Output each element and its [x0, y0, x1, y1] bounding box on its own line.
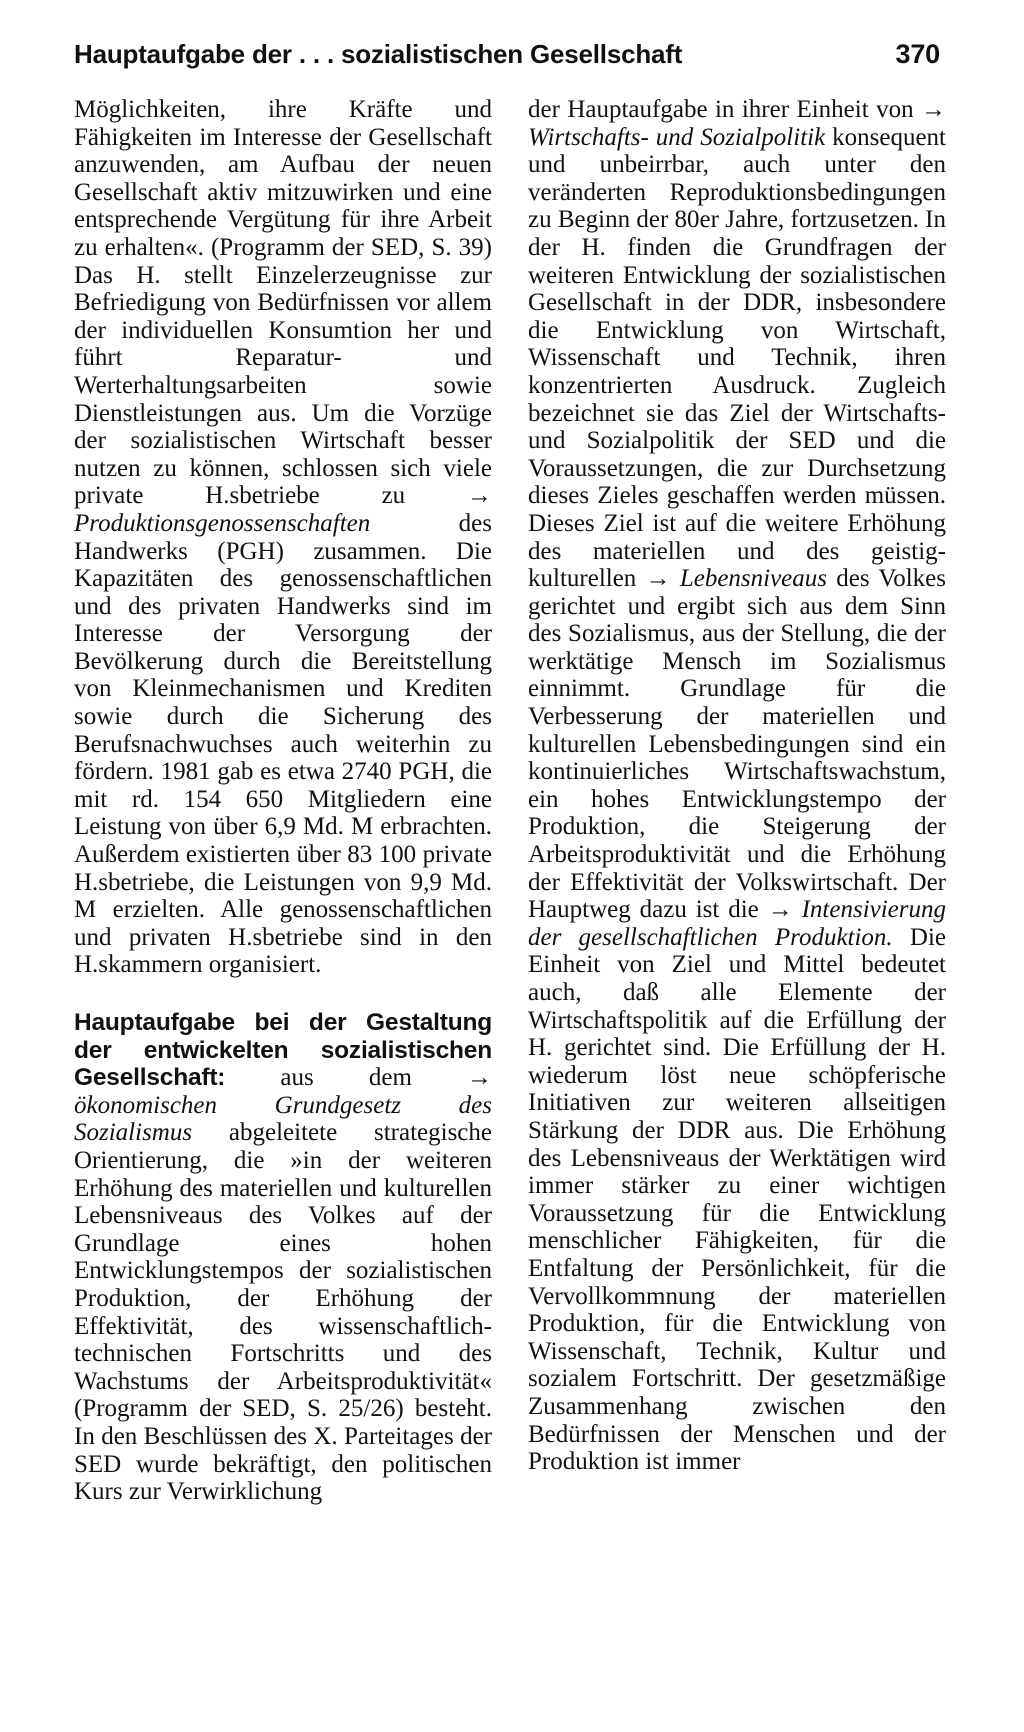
- body-text: der Hauptaufgabe in ihrer Einheit von: [528, 96, 914, 123]
- body-text: des Volkes gerichtet und ergibt sich aus dem Sinn des Sozialismus, aus der Stellung, die der werktätige Mensch im Sozialismus einnimmt. Grundlage für die Verbesserung der materiellen und kulturellen Lebensbedingungen sind ein kontinuierliches Wirtschaftswachstum, ein hohes Entwicklungstempo der Produktion, die Steigerung der Arbeitsproduktivität und die Erhöhung der Effektivität der Volkswirtschaft. Der Hauptweg dazu ist die: [528, 565, 946, 924]
- cross-reference: → ökonomischen Grundgesetz des Sozialismus: [74, 1064, 493, 1147]
- right-column: [528, 96, 946, 1476]
- entry-heading: Hauptaufgabe bei der Gestaltung der entwickelten sozialistischen Gesellschaft:: [74, 1009, 492, 1092]
- entry-paragraph: [74, 1009, 492, 1506]
- body-text: abgeleitete strategische Orientierung, die »in der weiteren Erhöhung des materiellen und kulturellen Lebensniveaus des Volkes auf der Grundlage eines hohen Entwicklungstempos der sozialistischen Produktion, der Erhöhung der Effektivität, des wissenschaftlich-technischen Fortschritts und des Wachstums der Arbeitsproduktivität« (Programm der SED, S. 25/26) besteht. In den Beschlüssen des X. Parteitages der SED wurde bekräftigt, den politischen Kurs zur Verwirklichung: [74, 1119, 492, 1506]
- body-text: konsequent und unbeirrbar, auch unter den veränderten Reproduktionsbedingungen zu Beginn der 80er Jahre, fortzusetzen. In der H. finden die Grundfragen der weiteren Entwicklung der sozialistischen Gesellschaft in der DDR, insbesondere die Entwicklung von Wirtschaft, Wissenschaft und Technik, ihren konzentrierten Ausdruck. Zugleich bezeichnet sie das Ziel der Wirtschafts- und Sozialpolitik der SED und die Voraussetzungen, die zur Durchsetzung dieses Zieles geschaffen werden müssen. Dieses Ziel ist auf die weitere Erhöhung des materiellen und des geistig-kulturellen: [528, 123, 947, 593]
- cross-reference: → Lebensniveaus: [645, 565, 828, 593]
- body-text: Die Einheit von Ziel und Mittel bedeutet auch, daß alle Elemente der Wirtschaftspolitik auf die Erfüllung der H. gerichtet sind. Die Erfüllung der H. wiederum löst neue schöpferische Initiativen zur weiteren allseitigen Stärkung der DDR aus. Die Erhöhung des Lebensniveaus der Werktätigen wird immer stärker zu einer wichtigen Voraussetzung für die Entwicklung menschlicher Fähigkeiten, für die Entfaltung der Persönlichkeit, für die Vervollkommnung der materiellen Produktion, für die Entwicklung von Wissenschaft, Technik, Kultur und sozialem Fortschritt. Der gesetzmäßige Zusammenhang zwischen den Bedürfnissen der Menschen und der Produktion ist immer: [528, 923, 947, 1476]
- body-text: des Handwerks (PGH) zusammen. Die Kapazitäten des genossenschaftlichen und des privaten Handwerks sind im Interesse der Versorgung der Bevölkerung durch die Bereitstellung von Kleinmechanismen und Krediten sowie durch die Sicherung des Berufsnachwuchses auch weiterhin zu fördern. 1981 gab es etwa 2740 PGH, die mit rd. 154 650 Mitgliedern eine Leistung von über 6,9 Md. M erbrachten. Außerdem existierten über 83 100 private H.sbetriebe, die Leistungen von 9,9 Md. M erzielten. Alle genossenschaftlichen und privaten H.sbetriebe sind in den H.skammern organisiert.: [74, 509, 492, 979]
- entry-continuation-paragraph: [528, 96, 946, 1476]
- body-text: Möglichkeiten, ihre Kräfte und Fähigkeiten im Interesse der Gesellschaft anzuwenden, am Aufbau der neuen Gesellschaft aktiv mitzuwirken und eine entsprechende Vergütung für ihre Arbeit zu erhalten«. (Programm der SED, S. 39) Das H. stellt Einzelerzeugnisse zur Befriedigung von Bedürfnissen vor allem der individuellen Konsumtion her und führt Reparatur- und Werterhaltungsarbeiten sowie Dienstleistungen aus. Um die Vorzüge der sozialistischen Wirtschaft besser nutzen zu können, schlossen sich viele private H.sbetriebe zu: [74, 96, 492, 510]
- cross-reference: → Produktionsgenossenschaften: [74, 482, 493, 537]
- entry-continuation-paragraph: [74, 96, 492, 979]
- running-head-title: Hauptaufgabe der . . . sozialistischen Gesellschaft: [74, 39, 683, 69]
- running-head: [74, 34, 940, 74]
- cross-reference: → Wirtschafts- und Sozialpolitik: [528, 96, 946, 151]
- cross-reference: → Intensivierung der gesellschaftlichen Produktion.: [528, 896, 947, 951]
- left-column: [74, 96, 492, 1506]
- body-text: aus dem: [280, 1064, 412, 1092]
- page-number: 370: [895, 39, 940, 69]
